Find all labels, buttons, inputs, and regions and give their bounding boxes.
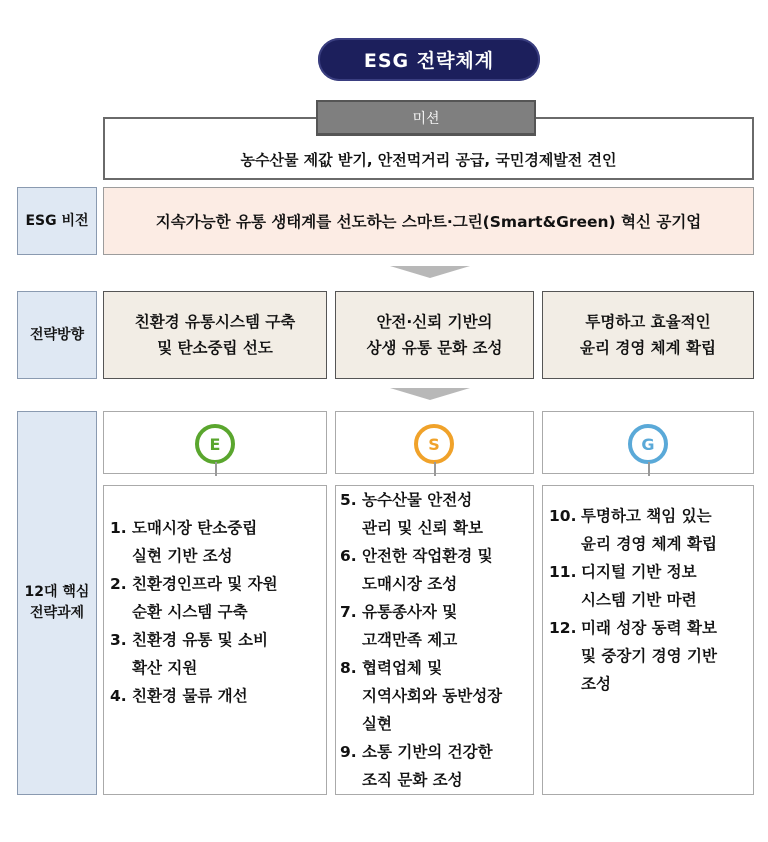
task-item <box>110 570 322 626</box>
task-text-line: 투명하고 책임 있는 <box>581 507 712 525</box>
task-text <box>132 682 322 710</box>
task-text-line: 도매시장 탄소중립 <box>132 519 258 537</box>
strategy-text: 상생 유통 문화 조성 <box>366 339 503 357</box>
strategy-text: 윤리 경영 체계 확립 <box>580 339 716 357</box>
task-item <box>340 738 531 794</box>
task-item <box>340 654 531 738</box>
strategy-box-e <box>103 291 327 379</box>
down-arrow-icon <box>390 388 470 400</box>
task-text-line: 소통 기반의 건강한 <box>362 743 493 761</box>
task-text-line: 도매시장 조성 <box>362 575 458 593</box>
task-number: 4. <box>110 687 127 705</box>
task-text-line: 윤리 경영 체계 확립 <box>581 535 717 553</box>
task-list-g <box>549 502 749 698</box>
task-text-line: 및 중장기 경영 기반 <box>581 647 717 665</box>
task-text-line: 안전한 작업환경 및 <box>362 547 493 565</box>
task-text <box>362 738 531 794</box>
task-text-line: 친환경인프라 및 자원 <box>132 575 278 593</box>
task-text <box>581 558 749 614</box>
task-text-line: 관리 및 신뢰 확보 <box>362 519 484 537</box>
vision-text: 지속가능한 유통 생태계를 선도하는 스마트·그린(Smart&Green) 혁신 공기업 <box>103 187 754 255</box>
mission-text: 농수산물 제값 받기, 안전먹거리 공급, 국민경제발전 견인 <box>240 150 617 169</box>
task-number: 8. <box>340 659 357 677</box>
strategy-text: 안전·신뢰 기반의 <box>376 312 493 331</box>
task-item <box>110 682 322 710</box>
task-text-line: 디지털 기반 정보 <box>581 563 697 581</box>
task-number: 9. <box>340 743 357 761</box>
task-text-line: 시스템 기반 마련 <box>581 591 697 609</box>
badge-connector <box>215 462 217 476</box>
task-text-line: 확산 지원 <box>132 659 198 677</box>
page-title: ESG 전략체계 <box>318 38 540 81</box>
s-badge-icon: S <box>414 424 454 464</box>
badge-box-g <box>542 411 754 474</box>
down-arrow-icon <box>390 266 470 278</box>
task-number: 12. <box>549 619 577 637</box>
task-item <box>340 542 531 598</box>
tasks-label <box>17 411 97 795</box>
task-box-s <box>335 485 534 795</box>
task-text-line: 실현 기반 조성 <box>132 547 233 565</box>
task-list-s <box>340 486 531 794</box>
strategy-box-g <box>542 291 754 379</box>
badge-box-e <box>103 411 327 474</box>
task-item <box>549 502 749 558</box>
task-item <box>110 514 322 570</box>
task-text <box>362 486 531 542</box>
task-text-line: 지역사회와 동반성장 <box>362 687 503 705</box>
task-box-g <box>542 485 754 795</box>
vision-label: ESG 비전 <box>17 187 97 255</box>
task-item <box>110 626 322 682</box>
task-text <box>132 626 322 682</box>
strategy-text: 투명하고 효율적인 <box>585 312 711 331</box>
badge-box-s <box>335 411 534 474</box>
task-text <box>132 514 322 570</box>
task-text-line: 유통종사자 및 <box>362 603 458 621</box>
task-text-line: 농수산물 안전성 <box>362 491 473 509</box>
task-number: 1. <box>110 519 127 537</box>
task-text-line: 친환경 유통 및 소비 <box>132 631 268 649</box>
task-text-line: 실현 <box>362 715 392 733</box>
task-text <box>132 570 322 626</box>
task-text-line: 협력업체 및 <box>362 659 443 677</box>
task-text-line: 순환 시스템 구축 <box>132 603 248 621</box>
task-number: 10. <box>549 507 577 525</box>
task-text <box>362 598 531 654</box>
task-text <box>581 614 749 698</box>
strategy-label: 전략방향 <box>17 291 97 379</box>
task-text-line: 조직 문화 조성 <box>362 771 463 789</box>
tasks-label-line: 전략과제 <box>29 605 85 621</box>
task-text-line: 친환경 물류 개선 <box>132 687 248 705</box>
task-item <box>340 598 531 654</box>
strategy-text: 및 탄소중립 선도 <box>157 339 273 357</box>
task-number: 5. <box>340 491 357 509</box>
task-item <box>549 614 749 698</box>
task-text-line: 조성 <box>581 675 611 693</box>
task-text <box>362 542 531 598</box>
tasks-label-line: 12대 핵심 <box>24 584 90 600</box>
task-text-line: 고객만족 제고 <box>362 631 458 649</box>
mission-label: 미션 <box>316 100 536 136</box>
g-badge-icon: G <box>628 424 668 464</box>
task-number: 3. <box>110 631 127 649</box>
task-number: 2. <box>110 575 127 593</box>
badge-connector <box>648 462 650 476</box>
task-text <box>362 654 531 738</box>
e-badge-icon: E <box>195 424 235 464</box>
task-item <box>549 558 749 614</box>
badge-connector <box>434 462 436 476</box>
strategy-box-s <box>335 291 534 379</box>
task-list-e <box>110 514 322 710</box>
task-number: 7. <box>340 603 357 621</box>
task-item <box>340 486 531 542</box>
task-box-e <box>103 485 327 795</box>
task-text <box>581 502 749 558</box>
strategy-text: 친환경 유통시스템 구축 <box>134 312 296 331</box>
task-text-line: 미래 성장 동력 확보 <box>581 619 717 637</box>
task-number: 11. <box>549 563 577 581</box>
task-number: 6. <box>340 547 357 565</box>
